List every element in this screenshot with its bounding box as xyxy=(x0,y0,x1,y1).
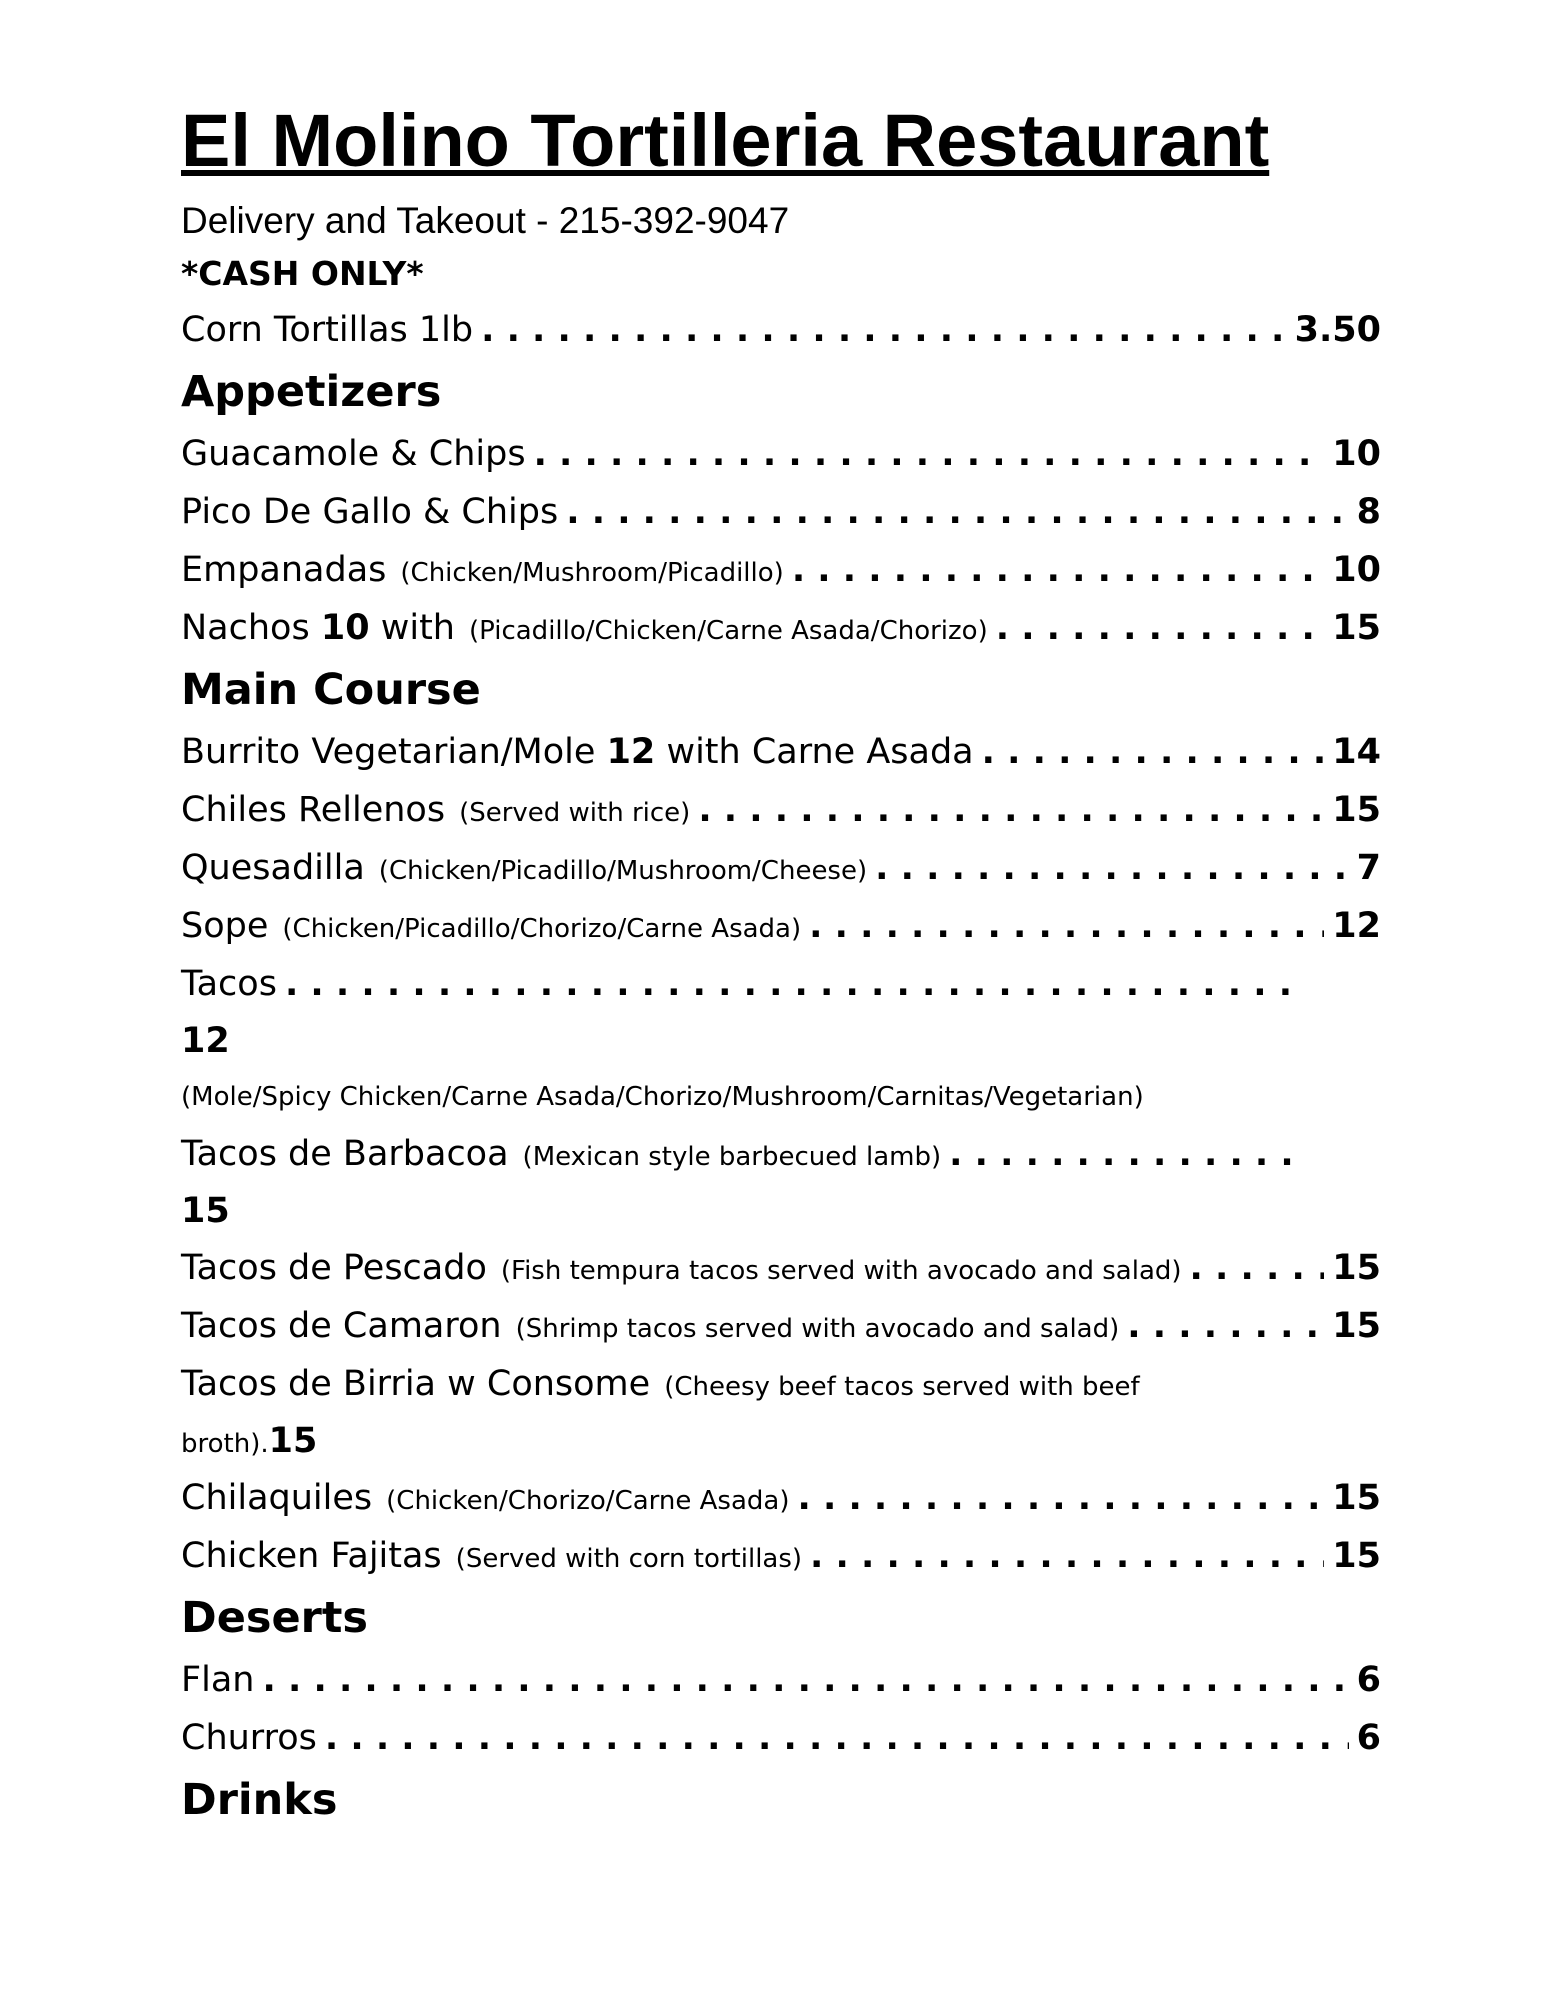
menu-item-flan xyxy=(181,1651,1381,1709)
item-note-tacos: (Mole/Spicy Chicken/Carne Asada/Chorizo/Mushroom/Carnitas/Vegetarian) xyxy=(181,1082,1144,1112)
dot-leader xyxy=(1190,1239,1325,1297)
item-name: Tacos xyxy=(181,964,277,1004)
item-price: 12 xyxy=(1332,906,1381,946)
menu-item-tacos xyxy=(181,955,1301,1013)
menu-item-barbacoa xyxy=(181,1125,1301,1183)
contact-line: Delivery and Takeout - 215-392-9047 xyxy=(181,200,790,241)
dot-leader xyxy=(982,723,1325,781)
item-name: Empanadas xyxy=(181,550,387,590)
dot-leader xyxy=(285,955,1293,1013)
dot-leader xyxy=(1127,1297,1324,1355)
restaurant-title: El Molino Tortilleria Restaurant xyxy=(181,99,1270,182)
dot-leader xyxy=(809,897,1324,955)
item-note: (Chicken/Mushroom/Picadillo) xyxy=(400,558,784,588)
dot-leader xyxy=(534,425,1325,483)
dot-leader xyxy=(481,301,1287,359)
item-price: 10 xyxy=(1332,434,1381,474)
item-note: (Cheesy beef tacos served with beef xyxy=(664,1372,1140,1402)
inline-price: 12 xyxy=(606,732,656,772)
item-price: 7 xyxy=(1356,848,1381,888)
item-name: Burrito Vegetarian/Mole 12 with Carne Asada xyxy=(181,732,974,772)
item-price: 15 xyxy=(1332,1248,1381,1288)
item-name: Pico De Gallo & Chips xyxy=(181,492,559,532)
item-price: 15 xyxy=(1332,1478,1381,1518)
item-name: Nachos 10 with xyxy=(181,608,455,648)
item-price: 6 xyxy=(1356,1660,1381,1700)
item-price: 15 xyxy=(1332,1536,1381,1576)
menu-item-chiles-rellenos xyxy=(181,781,1381,839)
menu-item-fajitas xyxy=(181,1527,1381,1585)
item-note: (Picadillo/Chicken/Carne Asada/Chorizo) xyxy=(468,616,988,646)
menu-page xyxy=(181,95,1381,1833)
item-name: Chilaquiles xyxy=(181,1478,373,1518)
menu-item-pescado xyxy=(181,1239,1381,1297)
menu-item-burrito xyxy=(181,723,1381,781)
menu-item-chilaquiles xyxy=(181,1469,1381,1527)
item-name: Tacos de Birria w Consome xyxy=(181,1364,651,1404)
menu-item-sope xyxy=(181,897,1381,955)
item-note: (Fish tempura tacos served with avocado and salad) xyxy=(500,1256,1182,1286)
section-heading-main-course: Main Course xyxy=(181,665,481,715)
item-price: 3.50 xyxy=(1294,310,1381,350)
menu-item-camaron xyxy=(181,1297,1381,1355)
item-name: Flan xyxy=(181,1660,255,1700)
item-price: 6 xyxy=(1356,1718,1381,1758)
item-note: (Chicken/Chorizo/Carne Asada) xyxy=(386,1486,790,1516)
dot-leader xyxy=(996,599,1325,657)
dot-leader xyxy=(792,541,1324,599)
item-price: 10 xyxy=(1332,550,1381,590)
item-note: (Served with rice) xyxy=(459,798,691,828)
menu-item-corn-tortillas xyxy=(181,301,1381,359)
item-price: 14 xyxy=(1332,732,1381,772)
item-price: 15 xyxy=(1332,1306,1381,1346)
item-price-barbacoa: 15 xyxy=(181,1191,230,1231)
item-price: 15 xyxy=(1332,790,1381,830)
dot-leader xyxy=(698,781,1324,839)
item-name: Sope xyxy=(181,906,269,946)
item-note: (Chicken/Picadillo/Chorizo/Carne Asada) xyxy=(282,914,802,944)
menu-item-birria xyxy=(181,1355,1381,1413)
menu-item-empanadas xyxy=(181,541,1381,599)
menu-item-guacamole xyxy=(181,425,1381,483)
dot-leader xyxy=(263,1651,1349,1709)
dot-leader xyxy=(810,1527,1324,1585)
item-note: (Chicken/Picadillo/Mushroom/Cheese) xyxy=(378,856,868,886)
section-heading-appetizers: Appetizers xyxy=(181,367,442,417)
item-name: Tacos de Barbacoa xyxy=(181,1134,509,1174)
menu-item-pico-de-gallo xyxy=(181,483,1381,541)
item-price: 15 xyxy=(268,1421,318,1461)
item-name: Chicken Fajitas xyxy=(181,1536,442,1576)
item-note: (Shrimp tacos served with avocado and salad) xyxy=(515,1314,1120,1344)
section-heading-drinks: Drinks xyxy=(181,1775,338,1825)
item-name: Chiles Rellenos xyxy=(181,790,446,830)
item-name: Quesadilla xyxy=(181,848,365,888)
item-name: Tacos de Camaron xyxy=(181,1306,502,1346)
item-note: (Served with corn tortillas) xyxy=(455,1544,803,1574)
inline-price: 10 xyxy=(320,608,370,648)
item-price-tacos: 12 xyxy=(181,1021,230,1061)
item-price: 15 xyxy=(1332,608,1381,648)
item-name: Tacos de Pescado xyxy=(181,1248,487,1288)
dot-leader xyxy=(566,483,1348,541)
menu-item-churros xyxy=(181,1709,1381,1767)
menu-item-quesadilla xyxy=(181,839,1381,897)
section-heading-deserts: Deserts xyxy=(181,1593,368,1643)
cash-only-notice: *CASH ONLY* xyxy=(181,254,424,293)
item-name: Churros xyxy=(181,1718,317,1758)
item-note: (Mexican style barbecued lamb) xyxy=(522,1142,942,1172)
item-note-birria-cont: broth).15 xyxy=(181,1421,318,1461)
item-name: Corn Tortillas 1lb xyxy=(181,310,474,350)
item-price: 8 xyxy=(1356,492,1381,532)
dot-leader xyxy=(949,1125,1293,1183)
menu-item-nachos xyxy=(181,599,1381,657)
item-name: Guacamole & Chips xyxy=(181,434,526,474)
dot-leader xyxy=(875,839,1349,897)
dot-leader xyxy=(797,1469,1324,1527)
dot-leader xyxy=(325,1709,1349,1767)
